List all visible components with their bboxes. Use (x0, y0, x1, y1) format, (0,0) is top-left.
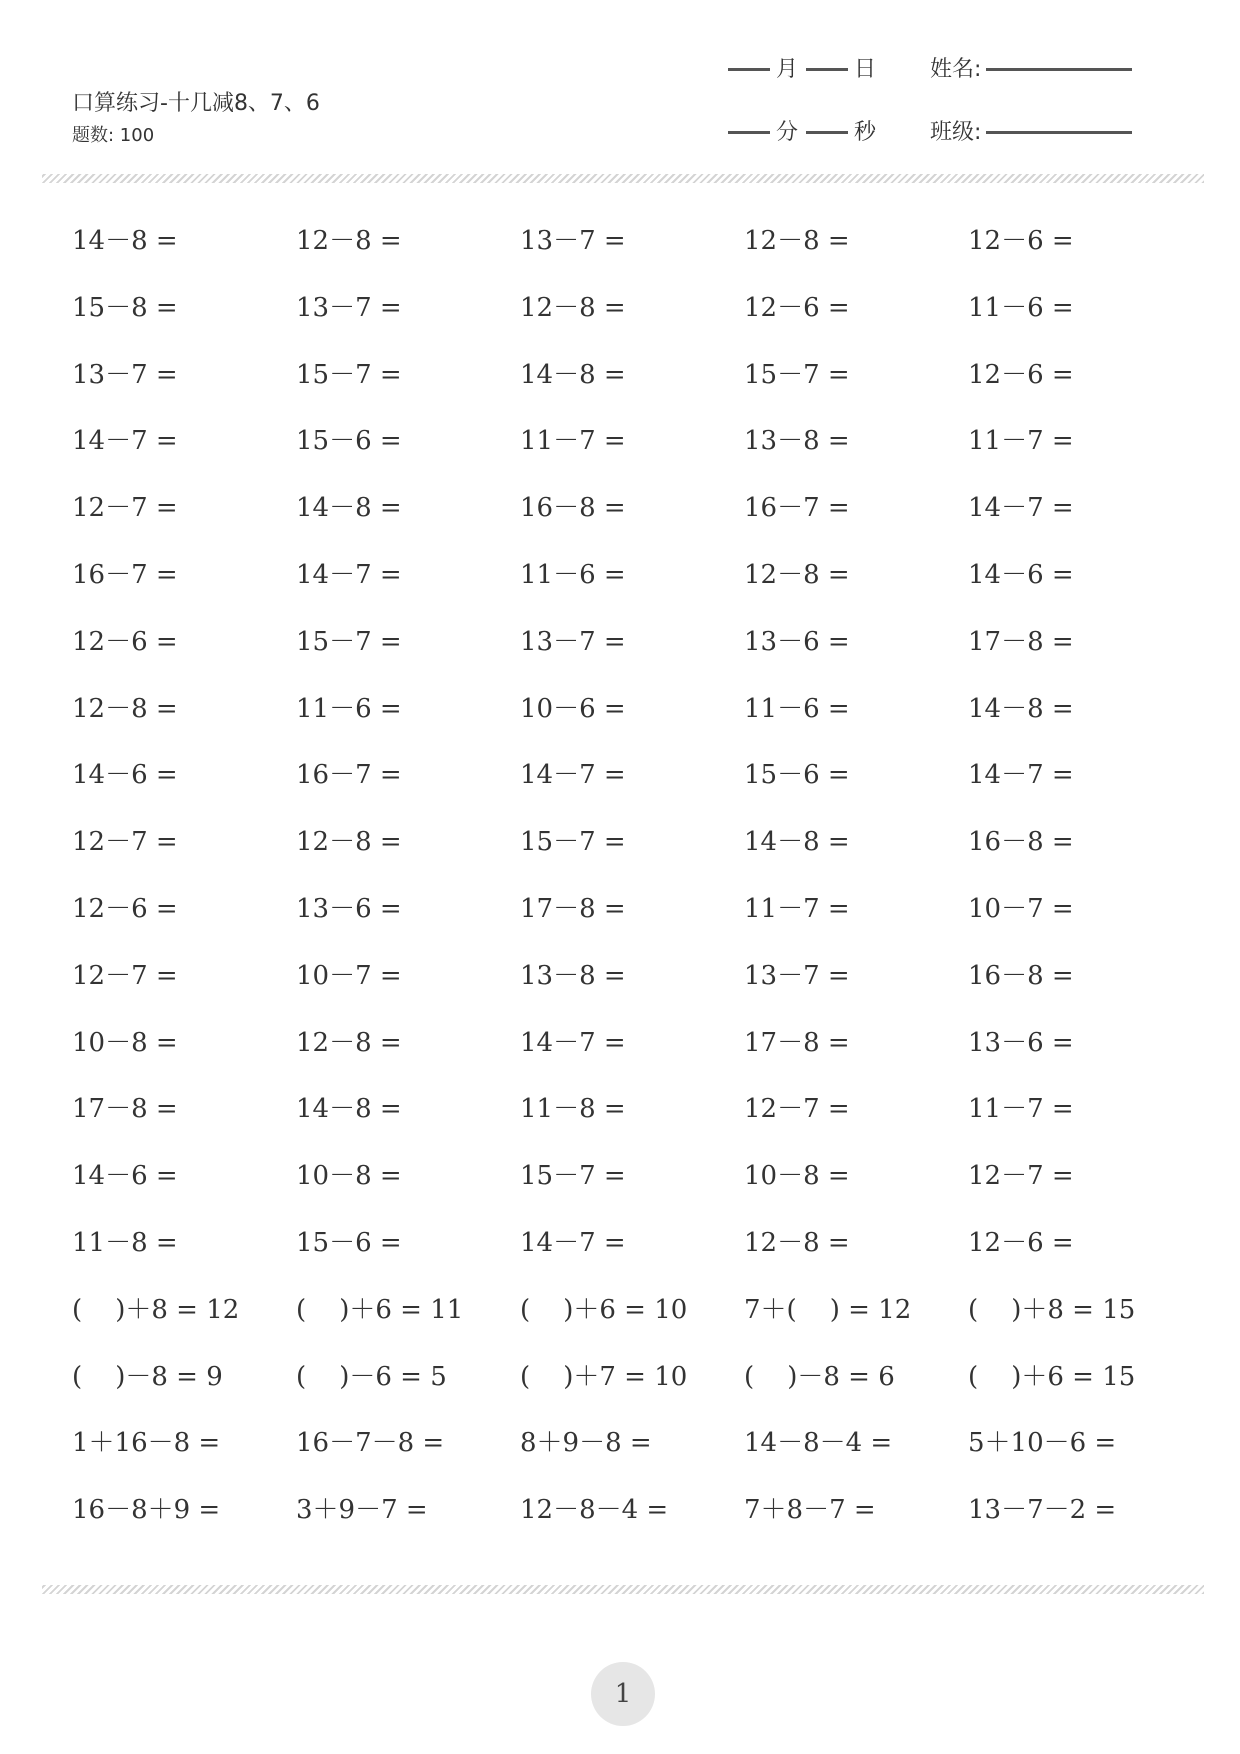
problem-row (72, 1027, 1192, 1097)
problem-item: 12－6 = (968, 359, 1074, 390)
problem-item: 10－8 = (296, 1161, 402, 1192)
problem-item: 12－7 = (72, 960, 178, 991)
problem-item: 12－6 = (72, 893, 178, 924)
problem-item: 14－8 = (72, 226, 178, 256)
problem-row (72, 829, 1192, 896)
problem-item: 13－7 = (296, 292, 402, 323)
problem-item: 14－7 = (968, 760, 1074, 791)
problem-item: 13－8 = (744, 426, 850, 457)
problem-item: 14－8 = (296, 1094, 402, 1125)
problem-item: 13－7 = (520, 226, 626, 256)
problem-row (72, 1497, 1192, 1564)
problem-item: 12－7 = (72, 493, 178, 524)
problem-item: 15－7 = (296, 626, 402, 657)
problem-item: 11－7 = (520, 426, 626, 457)
problem-item: 13－7－2 = (968, 1495, 1117, 1526)
problem-item: 15－7 = (744, 359, 850, 390)
problem-item: 17－8 = (520, 893, 626, 924)
problem-item: 11－7 = (744, 893, 850, 924)
problem-item: 13－6 = (744, 626, 850, 657)
problem-item: 17－8 = (72, 1094, 178, 1125)
problem-row (72, 1163, 1192, 1230)
problem-item: 16－7 = (744, 493, 850, 524)
problem-item: 12－8 = (296, 1027, 402, 1058)
problem-item: 13－6 = (296, 893, 402, 924)
problem-item: 11－8 = (520, 1094, 626, 1125)
problem-item: 3＋9－7 = (296, 1495, 428, 1526)
problem-item: 17－8 = (744, 1027, 850, 1058)
problem-item: 11－6 = (296, 693, 402, 724)
class-blank[interactable] (986, 131, 1132, 134)
second-label: 秒 (854, 120, 877, 145)
problem-item: ( )－8 = 6 (744, 1361, 895, 1392)
problem-item: 14－6 = (72, 760, 178, 791)
problem-item: 14－6 = (968, 559, 1074, 590)
month-label: 月 (776, 57, 799, 82)
problem-item: 14－7 = (968, 493, 1074, 524)
problem-item: 12－6 = (72, 626, 178, 657)
name-label: 姓名: (930, 57, 982, 82)
problem-item: ( )＋7 = 10 (520, 1361, 688, 1392)
problem-item: ( )－6 = 5 (296, 1361, 447, 1392)
problem-row (72, 495, 1192, 562)
problem-item: 14－7 = (520, 1027, 626, 1058)
problem-item: 14－7 = (296, 559, 402, 590)
bottom-divider (42, 1585, 1204, 1594)
problem-item: 12－8 = (744, 226, 850, 256)
day-label: 日 (854, 57, 877, 82)
problem-row (72, 1294, 1192, 1364)
problem-grid (72, 228, 1192, 1564)
problem-item: 16－8 = (968, 960, 1074, 991)
problem-item: 10－6 = (520, 693, 626, 724)
problem-item: 10－7 = (968, 893, 1074, 924)
day-blank[interactable] (806, 68, 848, 71)
problem-item: 13－7 = (72, 359, 178, 390)
problem-item: 11－7 = (968, 1094, 1074, 1125)
problem-item: 14－7 = (72, 426, 178, 457)
minute-label: 分 (776, 120, 799, 145)
problem-item: 16－7 = (72, 559, 178, 590)
problem-item: 10－7 = (296, 960, 402, 991)
problem-item: 14－8 = (520, 359, 626, 390)
problem-item: 12－6 = (744, 292, 850, 323)
problem-item: ( )＋6 = 10 (520, 1294, 688, 1325)
problem-item: 16－8 = (968, 827, 1074, 858)
problem-item: 13－8 = (520, 960, 626, 991)
problem-item: 10－8 = (744, 1161, 850, 1192)
problem-item: 7＋( ) = 12 (744, 1294, 912, 1325)
problem-item: 11－7 = (968, 426, 1074, 457)
problem-row (72, 960, 1192, 1030)
problem-item: 15－7 = (520, 1161, 626, 1192)
problem-item: 12－8 = (744, 559, 850, 590)
worksheet-title: 口算练习-十几减8、7、6 (72, 91, 320, 116)
problem-row (72, 1096, 1192, 1163)
problem-item: 12－8 = (296, 827, 402, 858)
problem-item: 7＋8－7 = (744, 1495, 876, 1526)
problem-item: 10－8 = (72, 1027, 178, 1058)
problem-item: 12－7 = (968, 1161, 1074, 1192)
second-blank[interactable] (806, 131, 848, 134)
problem-item: 15－7 = (296, 359, 402, 390)
problem-row (72, 693, 1192, 763)
problem-count: 题数: 100 (72, 125, 155, 146)
problem-row (72, 359, 1192, 429)
page-number: 1 (591, 1662, 655, 1726)
problem-item: 13－6 = (968, 1027, 1074, 1058)
problem-item: 12－8 = (520, 292, 626, 323)
problem-item: 14－8－4 = (744, 1428, 893, 1459)
problem-item: 5＋10－6 = (968, 1428, 1117, 1459)
problem-item: 12－8 = (72, 693, 178, 724)
problem-row (72, 1227, 1192, 1297)
problem-item: 11－6 = (520, 559, 626, 590)
problem-item: 14－7 = (520, 760, 626, 791)
problem-item: 16－8 = (520, 493, 626, 524)
problem-row (72, 762, 1192, 829)
problem-row (72, 626, 1192, 696)
month-blank[interactable] (728, 68, 770, 71)
problem-item: 15－6 = (296, 1227, 402, 1258)
problem-item: 11－8 = (72, 1227, 178, 1258)
problem-row (72, 428, 1192, 495)
problem-item: 14－6 = (72, 1161, 178, 1192)
problem-item: 16－8＋9 = (72, 1495, 221, 1526)
problem-item: 15－6 = (744, 760, 850, 791)
problem-item: 15－7 = (520, 827, 626, 858)
class-label: 班级: (930, 120, 982, 145)
problem-row (72, 559, 1192, 629)
problem-item: 14－8 = (744, 827, 850, 858)
problem-item: 1＋16－8 = (72, 1428, 221, 1459)
problem-item: 12－8－4 = (520, 1495, 669, 1526)
problem-item: 11－6 = (744, 693, 850, 724)
problem-item: 12－7 = (744, 1094, 850, 1125)
minute-blank[interactable] (728, 131, 770, 134)
top-divider (42, 174, 1204, 183)
problem-item: ( )＋8 = 15 (968, 1294, 1136, 1325)
problem-item: 15－6 = (296, 426, 402, 457)
problem-item: 8＋9－8 = (520, 1428, 652, 1459)
problem-item: 12－6 = (968, 226, 1074, 256)
name-blank[interactable] (986, 68, 1132, 71)
problem-item: 16－7－8 = (296, 1428, 445, 1459)
problem-item: ( )＋6 = 15 (968, 1361, 1136, 1392)
problem-item: 14－8 = (968, 693, 1074, 724)
problem-row (72, 1430, 1192, 1497)
problem-item: ( )－8 = 9 (72, 1361, 223, 1392)
problem-row (72, 228, 1192, 295)
problem-row (72, 893, 1192, 963)
problem-item: ( )＋8 = 12 (72, 1294, 240, 1325)
problem-item: 13－7 = (744, 960, 850, 991)
problem-row (72, 292, 1192, 362)
problem-item: 12－7 = (72, 827, 178, 858)
problem-item: 15－8 = (72, 292, 178, 323)
problem-item: 12－8 = (744, 1227, 850, 1258)
problem-item: 13－7 = (520, 626, 626, 657)
problem-item: 11－6 = (968, 292, 1074, 323)
problem-item: ( )＋6 = 11 (296, 1294, 464, 1325)
problem-item: 12－6 = (968, 1227, 1074, 1258)
problem-item: 14－8 = (296, 493, 402, 524)
problem-item: 12－8 = (296, 226, 402, 256)
problem-item: 17－8 = (968, 626, 1074, 657)
problem-item: 16－7 = (296, 760, 402, 791)
problem-row (72, 1361, 1192, 1431)
problem-item: 14－7 = (520, 1227, 626, 1258)
